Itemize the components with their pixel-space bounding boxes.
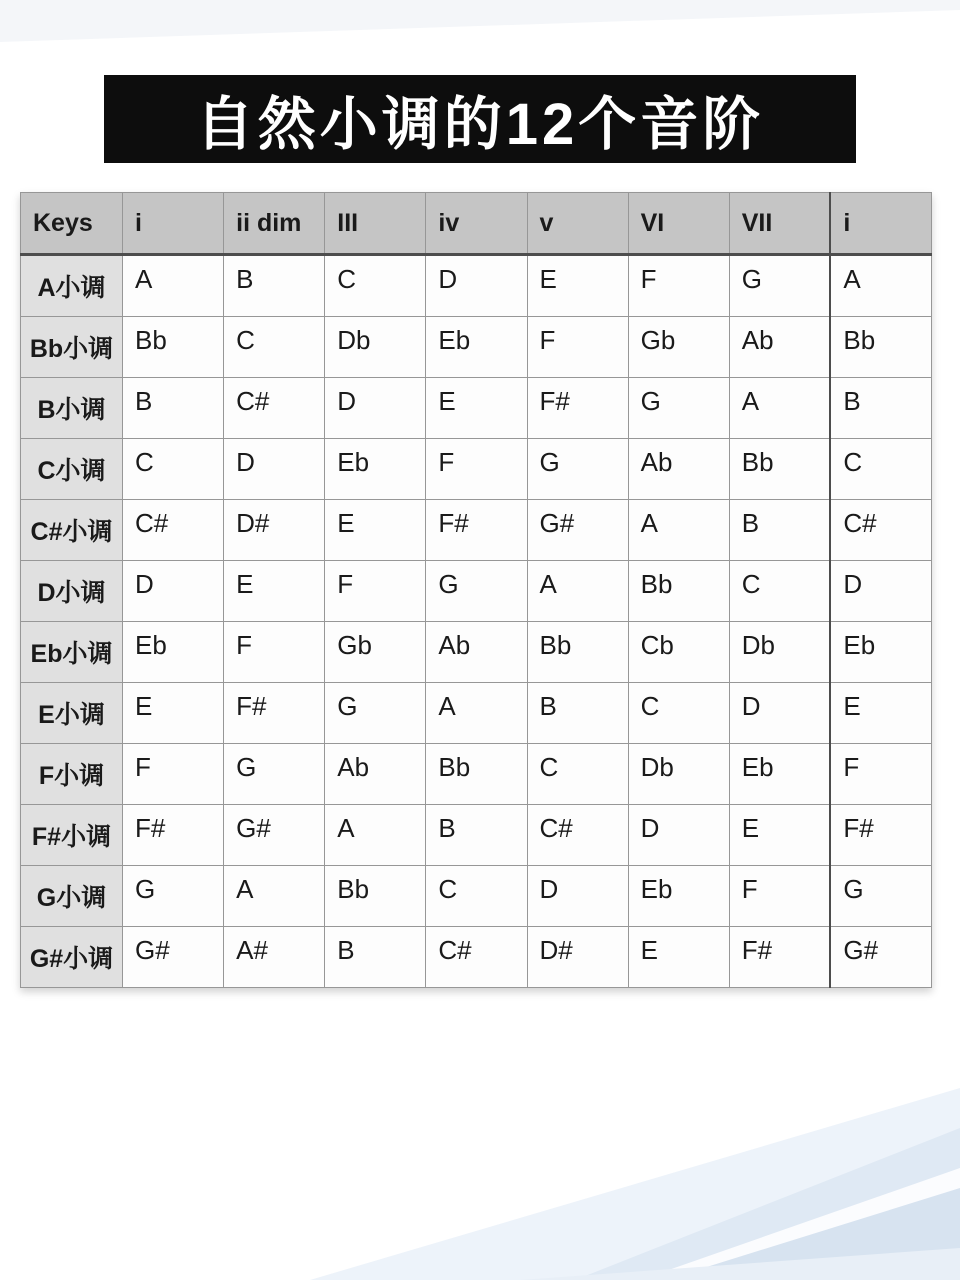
table-row-Bb小调 xyxy=(21,317,932,378)
minor-scales-table xyxy=(20,192,932,988)
note-cell: C# xyxy=(426,927,527,988)
header-cell-8: i xyxy=(830,193,931,255)
note-cell: G# xyxy=(527,500,628,561)
bottom-wedge-white-stripe xyxy=(640,1168,960,1280)
note-cell: G xyxy=(527,439,628,500)
note-cell: D xyxy=(527,866,628,927)
table-header xyxy=(21,193,932,255)
note-cell: Eb xyxy=(628,866,729,927)
top-corner-wedge xyxy=(0,0,960,42)
note-cell: G xyxy=(224,744,325,805)
note-cell: Db xyxy=(325,317,426,378)
note-cell: F xyxy=(628,255,729,317)
note-cell: A xyxy=(123,255,224,317)
note-cell: E xyxy=(123,683,224,744)
note-cell: G xyxy=(123,866,224,927)
note-cell: C# xyxy=(527,805,628,866)
note-cell: C xyxy=(224,317,325,378)
table-row-F#小调 xyxy=(21,805,932,866)
note-cell: E xyxy=(628,927,729,988)
note-cell: F xyxy=(729,866,830,927)
note-cell: C xyxy=(426,866,527,927)
note-cell: C xyxy=(628,683,729,744)
note-cell: Ab xyxy=(325,744,426,805)
header-cell-6: VI xyxy=(628,193,729,255)
key-cell: G#小调 xyxy=(21,927,123,988)
note-cell: A xyxy=(729,378,830,439)
note-cell: D xyxy=(426,255,527,317)
header-cell-7: VII xyxy=(729,193,830,255)
note-cell: Gb xyxy=(628,317,729,378)
key-cell: F#小调 xyxy=(21,805,123,866)
key-cell: B小调 xyxy=(21,378,123,439)
note-cell: E xyxy=(325,500,426,561)
note-cell: A xyxy=(527,561,628,622)
note-cell: Db xyxy=(628,744,729,805)
note-cell: D xyxy=(123,561,224,622)
note-cell: B xyxy=(224,255,325,317)
note-cell: F# xyxy=(527,378,628,439)
table-row-F小调 xyxy=(21,744,932,805)
bottom-strip xyxy=(520,1248,960,1280)
page-title: 自然小调的12个音阶 xyxy=(195,92,765,157)
note-cell: Gb xyxy=(325,622,426,683)
key-cell: E小调 xyxy=(21,683,123,744)
note-cell: A xyxy=(426,683,527,744)
table-row-C小调 xyxy=(21,439,932,500)
note-cell: Cb xyxy=(628,622,729,683)
note-cell: F# xyxy=(123,805,224,866)
note-cell: G xyxy=(628,378,729,439)
note-cell: G xyxy=(729,255,830,317)
key-cell: Bb小调 xyxy=(21,317,123,378)
bottom-wedge-mid xyxy=(575,1128,960,1280)
header-cell-0: Keys xyxy=(21,193,123,255)
table-row-B小调 xyxy=(21,378,932,439)
note-cell: F xyxy=(426,439,527,500)
note-cell: A xyxy=(830,255,931,317)
header-cell-2: ii dim xyxy=(224,193,325,255)
note-cell: Eb xyxy=(426,317,527,378)
note-cell: C# xyxy=(830,500,931,561)
note-cell: D# xyxy=(527,927,628,988)
note-cell: F xyxy=(830,744,931,805)
table-row-D小调 xyxy=(21,561,932,622)
header-cell-3: III xyxy=(325,193,426,255)
note-cell: Ab xyxy=(628,439,729,500)
note-cell: C# xyxy=(123,500,224,561)
note-cell: Eb xyxy=(325,439,426,500)
note-cell: C xyxy=(527,744,628,805)
note-cell: D xyxy=(224,439,325,500)
key-cell: C#小调 xyxy=(21,500,123,561)
note-cell: D xyxy=(628,805,729,866)
note-cell: Bb xyxy=(628,561,729,622)
table-body xyxy=(21,255,932,988)
header-cell-4: iv xyxy=(426,193,527,255)
note-cell: Ab xyxy=(426,622,527,683)
table-row-C#小调 xyxy=(21,500,932,561)
key-cell: C小调 xyxy=(21,439,123,500)
header-cell-5: v xyxy=(527,193,628,255)
note-cell: G xyxy=(830,866,931,927)
note-cell: C# xyxy=(224,378,325,439)
key-cell: A小调 xyxy=(21,255,123,317)
note-cell: Eb xyxy=(123,622,224,683)
table-row-Eb小调 xyxy=(21,622,932,683)
note-cell: B xyxy=(527,683,628,744)
note-cell: Bb xyxy=(123,317,224,378)
key-cell: Eb小调 xyxy=(21,622,123,683)
note-cell: F xyxy=(527,317,628,378)
note-cell: E xyxy=(426,378,527,439)
bottom-wedge-light xyxy=(310,1088,960,1280)
note-cell: F xyxy=(325,561,426,622)
table-row-A小调 xyxy=(21,255,932,317)
note-cell: E xyxy=(729,805,830,866)
note-cell: F# xyxy=(426,500,527,561)
note-cell: Bb xyxy=(325,866,426,927)
note-cell: Eb xyxy=(830,622,931,683)
note-cell: F# xyxy=(729,927,830,988)
note-cell: D xyxy=(325,378,426,439)
table-row-G小调 xyxy=(21,866,932,927)
note-cell: G xyxy=(426,561,527,622)
note-cell: Bb xyxy=(830,317,931,378)
note-cell: B xyxy=(426,805,527,866)
note-cell: C xyxy=(830,439,931,500)
key-cell: D小调 xyxy=(21,561,123,622)
note-cell: F xyxy=(224,622,325,683)
note-cell: F# xyxy=(830,805,931,866)
note-cell: B xyxy=(729,500,830,561)
note-cell: A xyxy=(224,866,325,927)
note-cell: G# xyxy=(830,927,931,988)
key-cell: F小调 xyxy=(21,744,123,805)
note-cell: E xyxy=(527,255,628,317)
note-cell: G xyxy=(325,683,426,744)
table-row-E小调 xyxy=(21,683,932,744)
note-cell: F# xyxy=(224,683,325,744)
note-cell: Db xyxy=(729,622,830,683)
key-cell: G小调 xyxy=(21,866,123,927)
title-banner xyxy=(104,75,856,163)
bottom-wedge-dark xyxy=(665,1188,960,1280)
note-cell: D xyxy=(830,561,931,622)
note-cell: Ab xyxy=(729,317,830,378)
note-cell: Bb xyxy=(426,744,527,805)
note-cell: B xyxy=(830,378,931,439)
note-cell: B xyxy=(123,378,224,439)
table-row-G#小调 xyxy=(21,927,932,988)
note-cell: G# xyxy=(123,927,224,988)
note-cell: F xyxy=(123,744,224,805)
note-cell: E xyxy=(224,561,325,622)
note-cell: C xyxy=(123,439,224,500)
note-cell: G# xyxy=(224,805,325,866)
note-cell: A# xyxy=(224,927,325,988)
note-cell: Eb xyxy=(729,744,830,805)
note-cell: A xyxy=(325,805,426,866)
note-cell: B xyxy=(325,927,426,988)
note-cell: D xyxy=(729,683,830,744)
header-row xyxy=(21,193,932,255)
note-cell: D# xyxy=(224,500,325,561)
note-cell: C xyxy=(325,255,426,317)
note-cell: A xyxy=(628,500,729,561)
header-cell-1: i xyxy=(123,193,224,255)
note-cell: C xyxy=(729,561,830,622)
note-cell: Bb xyxy=(729,439,830,500)
note-cell: E xyxy=(830,683,931,744)
note-cell: Bb xyxy=(527,622,628,683)
